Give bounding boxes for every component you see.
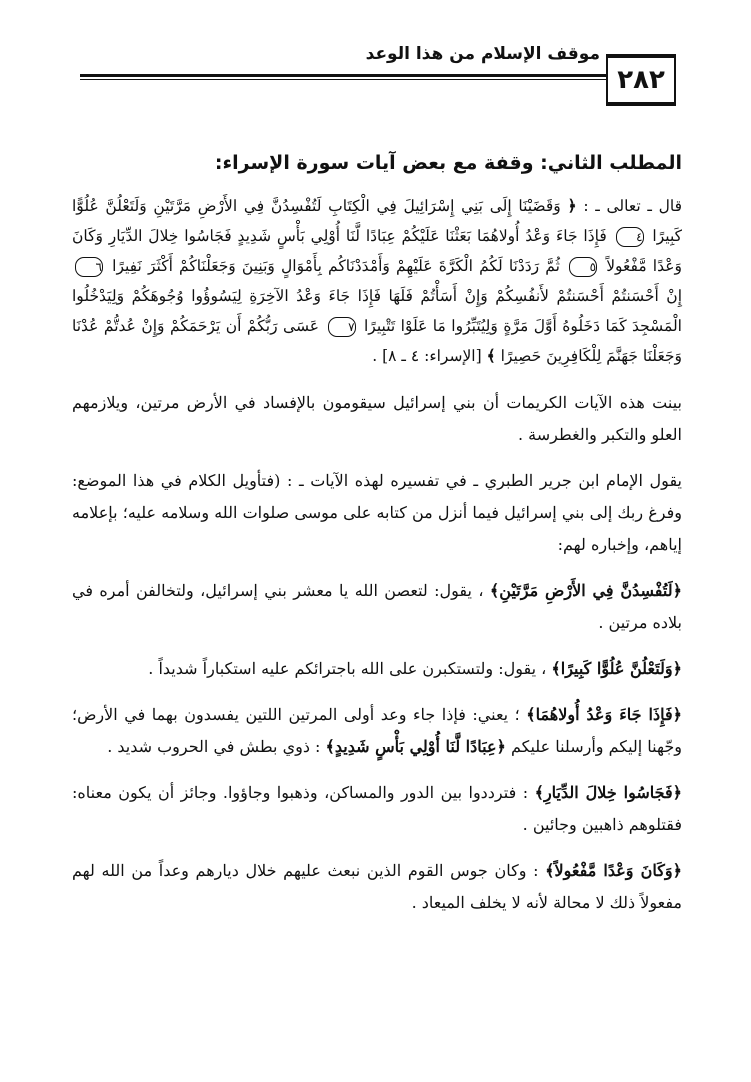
page-content — [72, 140, 682, 933]
running-title: موقف الإسلام من هذا الوعد — [365, 44, 600, 64]
quran-close-bracket: ﴾ — [486, 345, 496, 365]
ayah-number-7: ٧ — [328, 317, 356, 337]
section-title: المطلب الثاني: وقفة مع بعض آيات سورة الإسراء: — [214, 152, 682, 174]
verse-7: إِنْ أَحْسَنتُمْ أَحْسَنتُمْ لأَنفُسِكُمْ وَإِنْ أَسَأْتُمْ فَلَهَا فَإِذَا جَاءَ وَعْدُ الآخِرَةِ لِيَسُوؤُوا وُجُوهَكُمْ وَلِيَدْخُلُوا الْمَسْجِدَ كَمَا دَخَلُوهُ أَوَّلَ مَرَّةٍ وَلِيُتَبِّرُوا مَا عَلَوْا تَتْبِيرًا — [72, 286, 682, 335]
quoted-verse: ﴿فَجَاسُوا خِلالَ الدِّيَارِ﴾ — [534, 782, 683, 802]
header-rule — [80, 74, 608, 77]
quoted-verse: ﴿لَتُفْسِدُنَّ فِي الأَرْضِ مَرَّتَيْنِ﴾ — [489, 580, 682, 600]
verse-6: ثُمَّ رَدَدْنَا لَكُمُ الْكَرَّةَ عَلَيْهِمْ وَأَمْدَدْنَاكُم بِأَمْوَالٍ وَبَنِينَ وَجَعَلْنَاكُمْ أَكْثَرَ نَفِيرًا — [112, 256, 560, 275]
verse-4: وَقَضَيْنَا إِلَى بَنِي إِسْرَائِيلَ فِي الْكِتَابِ لَتُفْسِدُنَّ فِي الأَرْضِ مَرَّتَيْنِ وَلَتَعْلُنَّ عُلُوًّا كَبِيرًا — [72, 196, 682, 245]
quran-open-bracket: ﴿ — [567, 195, 577, 215]
paragraph-3 — [72, 575, 682, 639]
page-number: ٢٨٢ — [606, 54, 676, 106]
header-rule-thin — [80, 79, 608, 80]
paragraph-1: بينت هذه الآيات الكريمات أن بني إسرائيل سيقومون بالإفساد في الأرض مرتين، ويلازمهم العلو والتكبر والغطرسة . — [72, 392, 682, 444]
quoted-verse: ﴿وَكَانَ وَعْدًا مَّفْعُولاً﴾ — [545, 860, 682, 880]
verse-8: عَسَى رَبُّكُمْ أَن يَرْحَمَكُمْ وَإِنْ عُدتُّمْ عُدْنَا وَجَعَلْنَا جَهَنَّمَ لِلْكَافِرِينَ حَصِيرًا — [72, 316, 682, 365]
paragraph-text: : وكان جوس القوم الذين نبعث عليهم خلال ديارهم وعداً من الله لهم مفعولاً ذلك لا محالة لأنه لا يخلف الميعاد . — [72, 860, 682, 912]
paragraph-5 — [72, 699, 682, 763]
quoted-verse-2: ﴿عِبَادًا لَّنَا أُوْلِي بَأْسٍ شَدِيدٍ﴾ — [325, 736, 506, 756]
ayah-number-5: ٥ — [569, 257, 597, 277]
paragraph-4 — [72, 653, 682, 685]
quran-verses-block — [72, 191, 682, 371]
quoted-verse: ﴿فَإِذَا جَاءَ وَعْدُ أُولاهُمَا﴾ — [526, 704, 682, 724]
quoted-verse: ﴿وَلَتَعْلُنَّ عُلُوًّا كَبِيرًا﴾ — [551, 658, 682, 678]
paragraph-text: ، يقول: لتعصن الله يا معشر بني إسرائيل، ولتخالفن أمره في بلاده مرتين . — [72, 580, 682, 632]
verse-5: فَإِذَا جَاءَ وَعْدُ أُولاهُمَا بَعَثْنَا عَلَيْكُمْ عِبَادًا لَّنَا أُوْلِي بَأْسٍ شَدِيدٍ فَجَاسُوا خِلالَ الدِّيَارِ وَكَانَ وَعْدًا مَّفْعُولاً — [72, 226, 682, 275]
paragraph-text: ، يقول: ولتستكبرن على الله باجترائكم عليه استكباراً شديداً . — [148, 658, 547, 678]
paragraph-text: ؛ يعني: فإذا جاء وعد أولى المرتين اللتين يفسدون بهما في الأرض؛ وجّهنا إليكم وأرسلنا عليكم — [72, 704, 682, 756]
paragraph-text-2: : ذوي بطش في الحروب شديد . — [107, 736, 321, 756]
verse-intro: قال ـ تعالى ـ : — [583, 196, 682, 215]
ayah-number-4: ٤ — [616, 227, 644, 247]
paragraph-6 — [72, 777, 682, 841]
paragraph-7 — [72, 855, 682, 919]
paragraph-text: : فترددوا بين الدور والمساكن، وذهبوا وجاؤوا. وجائز أن يكون معناه: فقتلوهم ذاهبين وجائين . — [72, 782, 682, 834]
verse-reference: [الإسراء: ٤ ـ ٨] . — [372, 346, 482, 365]
ayah-number-6: ٦ — [75, 257, 103, 277]
paragraph-2: يقول الإمام ابن جرير الطبري ـ في تفسيره لهذه الآيات ـ : (فتأويل الكلام في هذا الموضع: وفرغ ربك إلى بني إسرائيل فيما أنزل من كتابه على موسى صلوات الله وسلامه عليه؛ بإعلامه إياهم، وإخباره لهم: — [72, 470, 682, 554]
